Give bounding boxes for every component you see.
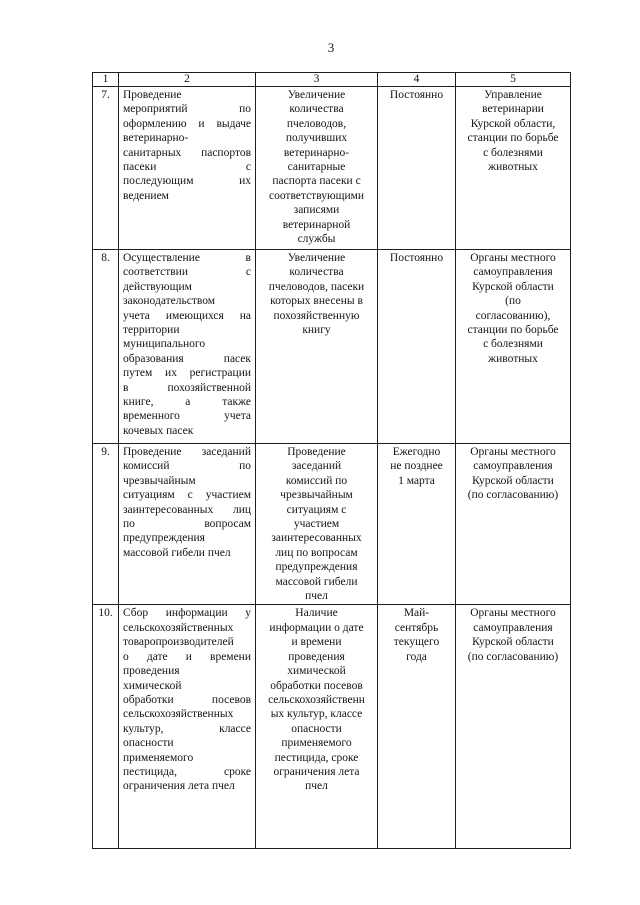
text-line: химической: [123, 679, 182, 692]
text-line: которых внесены в: [270, 295, 363, 308]
text-line: паспорта пасеки с: [272, 175, 361, 188]
text-line: ветеринарно-: [283, 146, 350, 159]
text-line: Органы местного: [470, 252, 556, 264]
result-cell: [256, 250, 378, 444]
table-header-row: [93, 73, 571, 87]
text-line: ситуациям с: [286, 503, 347, 516]
text-line: пестицида, сроке: [274, 751, 359, 764]
table-row: [93, 444, 571, 605]
responsible-cell: [456, 250, 571, 444]
text-line: по вопросам: [123, 518, 251, 531]
text-line: мероприятий по: [123, 103, 251, 116]
text-line: не позднее: [390, 460, 443, 473]
text-line: заинтересованных: [271, 532, 362, 545]
text-line: сельскохозяйственных: [123, 621, 234, 634]
text-line: пчеловодов, пасеки: [268, 280, 365, 293]
text-line: похозяйственную: [273, 309, 360, 322]
page-number: 3: [327, 40, 335, 55]
text-line: (по: [505, 295, 521, 308]
text-line: ветеринарии: [482, 103, 544, 116]
text-line: самоуправления: [473, 266, 553, 279]
result-cell: [256, 87, 378, 250]
text-line: ситуациям с участием: [123, 489, 251, 502]
text-line: учета имеющихся на: [123, 309, 251, 322]
row-number: 10.: [93, 605, 119, 849]
text-line: и времени: [291, 636, 342, 649]
header-cell: 4: [378, 73, 456, 87]
text-line: кочевых пасек: [123, 424, 194, 437]
text-line: согласованию),: [475, 309, 551, 322]
text-line: Проведение: [123, 89, 182, 101]
text-line: пчел: [305, 780, 328, 793]
text-line: санитарных паспортов: [123, 146, 251, 159]
text-line: книге, а также: [123, 396, 251, 409]
text-line: самоуправления: [473, 460, 553, 473]
table-row: [93, 605, 571, 849]
text-line: оформлению и выдаче: [123, 117, 251, 130]
row-number: 9.: [93, 444, 119, 605]
text-line: Увеличение: [287, 252, 346, 264]
text-line: Проведение: [287, 446, 346, 458]
action-cell: [119, 444, 256, 605]
text-line: предупреждения: [275, 561, 358, 574]
text-line: Осуществление в: [123, 252, 251, 264]
result-cell: [256, 605, 378, 849]
text-line: Проведение заседаний: [123, 446, 251, 458]
action-cell: [119, 250, 256, 444]
text-line: ограничения лета: [273, 765, 360, 778]
header-cell: 5: [456, 73, 571, 87]
text-line: Увеличение: [287, 89, 346, 101]
text-line: Постоянно: [389, 89, 444, 101]
text-line: применяемого: [281, 737, 352, 750]
measures-table: [92, 72, 571, 849]
text-line: товаропроизводителей: [123, 636, 234, 649]
text-line: пчеловодов,: [286, 117, 347, 130]
text-line: комиссий по: [123, 460, 251, 473]
row-number: 8.: [93, 250, 119, 444]
table-row: [93, 87, 571, 250]
responsible-cell: [456, 605, 571, 849]
text-line: заинтересованных лиц: [123, 503, 251, 516]
text-line: соответствии с: [123, 266, 251, 279]
text-line: сельскохозяйственных: [123, 708, 234, 721]
text-line: количества: [289, 266, 344, 279]
text-line: ведением: [123, 189, 169, 202]
text-line: книгу: [302, 324, 331, 337]
text-line: образования пасек: [123, 352, 251, 365]
text-line: с болезнями: [483, 338, 543, 351]
text-line: (по согласованию): [467, 650, 559, 663]
text-line: лиц по вопросам: [275, 546, 358, 559]
text-line: Курской области: [472, 280, 554, 293]
text-line: Наличие: [295, 607, 338, 620]
text-line: ветеринарно-: [123, 132, 189, 145]
text-line: ых культур, классе: [270, 708, 363, 721]
text-line: участием: [293, 518, 340, 531]
text-line: предупреждения: [123, 532, 205, 545]
term-cell: [378, 250, 456, 444]
text-line: территории: [123, 324, 180, 337]
text-line: временного учета: [123, 410, 251, 423]
text-line: о дате и времени: [123, 650, 251, 663]
text-line: комиссий по: [285, 474, 348, 487]
text-line: Май-: [403, 607, 430, 620]
text-line: муниципального: [123, 338, 206, 351]
text-line: Органы местного: [470, 446, 556, 458]
text-line: количества: [289, 103, 344, 116]
action-cell: [119, 605, 256, 849]
term-cell: [378, 444, 456, 605]
text-line: санитарные: [287, 161, 346, 174]
text-line: чрезвычайным: [123, 474, 196, 487]
text-line: обработки посевов: [270, 679, 363, 692]
header-cell: 3: [256, 73, 378, 87]
text-line: пасеки с: [123, 161, 251, 174]
text-line: животных: [488, 161, 538, 174]
text-line: массовой гибели пчел: [123, 546, 231, 559]
text-line: культур, классе: [123, 722, 251, 735]
text-line: массовой гибели: [275, 575, 358, 588]
text-line: службы: [297, 233, 336, 246]
text-line: заседаний: [291, 460, 342, 473]
text-line: проведения: [123, 665, 180, 678]
text-line: опасности: [123, 737, 174, 750]
text-line: проведения: [288, 650, 345, 663]
text-line: чрезвычайным: [280, 489, 353, 502]
text-line: информации о дате: [269, 621, 364, 634]
text-line: Органы местного: [470, 607, 556, 620]
text-line: года: [406, 650, 427, 663]
text-line: обработки посевов: [123, 693, 251, 706]
text-line: Курской области: [472, 474, 554, 487]
text-line: в похозяйственной: [123, 381, 251, 394]
text-line: 1 марта: [398, 474, 435, 487]
term-cell: [378, 87, 456, 250]
text-line: с болезнями: [483, 146, 543, 159]
text-line: опасности: [291, 722, 342, 735]
text-line: животных: [488, 352, 538, 365]
text-line: химической: [287, 665, 346, 678]
row-number: 7.: [93, 87, 119, 250]
text-line: сентябрь: [394, 621, 439, 634]
text-line: Сбор информации у: [123, 607, 251, 620]
text-line: пестицида, сроке: [123, 765, 251, 778]
text-line: станции по борьбе: [467, 324, 559, 337]
text-line: пчел: [305, 590, 328, 603]
result-cell: [256, 444, 378, 605]
text-line: (по согласованию): [467, 489, 559, 502]
action-cell: [119, 87, 256, 250]
text-line: действующим: [123, 280, 192, 293]
text-line: Постоянно: [389, 252, 444, 264]
text-line: соответствующими: [268, 189, 365, 202]
text-line: станции по борьбе: [467, 132, 559, 145]
text-line: ограничения лета пчел: [123, 780, 235, 793]
text-line: Курской области,: [470, 117, 556, 130]
text-line: применяемого: [123, 751, 194, 764]
text-line: самоуправления: [473, 621, 553, 634]
text-line: сельскохозяйственн: [268, 693, 365, 706]
header-cell: 1: [93, 73, 119, 87]
header-cell: 2: [119, 73, 256, 87]
text-line: Ежегодно: [392, 446, 441, 458]
text-line: текущего: [393, 636, 440, 649]
text-line: ветеринарной: [282, 218, 351, 231]
text-line: Управление: [484, 89, 542, 101]
term-cell: [378, 605, 456, 849]
text-line: записями: [293, 204, 340, 217]
responsible-cell: [456, 87, 571, 250]
text-line: последующим их: [123, 175, 251, 188]
text-line: Курской области: [472, 636, 554, 649]
table-row: [93, 250, 571, 444]
text-line: путем их регистрации: [123, 367, 251, 380]
responsible-cell: [456, 444, 571, 605]
text-line: получивших: [285, 132, 348, 145]
text-line: законодательством: [123, 295, 216, 308]
